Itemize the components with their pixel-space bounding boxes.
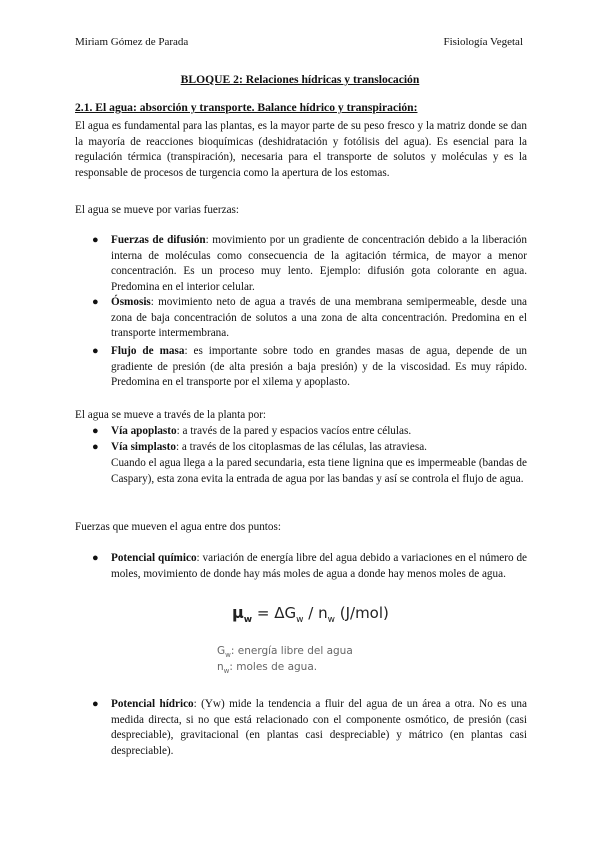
term: Fuerzas de difusión [111,234,206,246]
legend-symbol: G [217,645,226,657]
formula-eq: = ΔG [252,604,297,622]
definition: : (Yw) mide la tendencia a fluir del agua de un área a otra. No es una medida directa, si no que está relacionado con el componente osmótico, de presión (casi despreciable), gravitacional (en plantas casi despreciable) y mátrico (en plantas casi despreciable). [111,698,527,757]
formula-legend-n [217,661,317,675]
term: Flujo de masa [111,345,185,357]
bullet-icon: ● [92,345,99,357]
definition: : movimiento neto de agua a través de una membrana semipermeable, desde una zona de baja concentración de solutos a una zona de alta concentración. Predomina en el transporte intermembrana. [111,296,527,339]
header-subject: Fisiología Vegetal [443,36,523,48]
chemical-potential-formula [232,603,389,625]
definition: : es importante sobre todo en grandes masas de agua, depende de un gradiente de presión (de alta presión a baja presión) y de la viscosidad. Es muy rápido. Predomina en el transporte por el xilema y apoplasto. [111,345,528,388]
formula-mu: μ [232,603,244,622]
list-item-osmosis [111,295,527,342]
term: Vía apoplasto [111,425,177,437]
document-title: BLOQUE 2: Relaciones hídricas y translocación [180,73,420,86]
term: Potencial químico [111,552,197,564]
term: Ósmosis [111,296,151,308]
definition: : a través de la pared y espacios vacíos entre células. [176,425,412,437]
legend-sub: w [223,667,230,676]
formula-n-sub: w [327,615,335,625]
term: Potencial hídrico [111,698,194,710]
bullet-icon: ● [92,698,99,710]
potential-intro: Fuerzas que mueven el agua entre dos puntos: [75,521,281,533]
formula-mu-sub: w [243,615,253,625]
legend-sub: w [225,651,231,660]
bullet-icon: ● [92,234,99,246]
legend-text: : moles de agua. [229,661,318,673]
bullet-icon: ● [92,552,99,564]
list-item-apoplasto [111,424,527,440]
intro-paragraph: El agua es fundamental para las plantas, es la mayor parte de su peso fresco y la matriz donde se dan la mayoría de reacciones bioquímicas (deshidratación y fotólisis del agua). Es esencial para la regulación térmica (transpiración), necesaria para el transporte de solutos y moléculas y es la responsable de procesos de turgencia como la apertura de los estomas. [75,120,527,179]
list-item-potencial-quimico [111,551,527,582]
definition: : variación de energía libre del agua debido a variaciones en el número de moles, movimiento de donde hay más moles de agua a donde hay menos moles de agua. [111,552,528,580]
routes-intro: El agua se mueve a través de la planta por: [75,409,267,421]
term: Vía simplasto [111,441,176,453]
list-item-difusion [111,233,527,295]
section-title: 2.1. El agua: absorción y transporte. Balance hídrico y transpiración: [75,101,418,114]
list-item-potencial-hidrico [111,697,527,759]
list-item-flujo-masa [111,344,527,391]
formula-slash: / n [303,604,328,622]
bullet-icon: ● [92,296,99,308]
definition: : movimiento por un gradiente de concentración debido a la liberación interna de moléculas como consecuencia de la agitación térmica, de mayor a menor concentración. Es un proceso muy lento. Ejemplo: difusión gota colorante en agua. Predomina en el interior celular. [111,234,527,293]
bullet-icon: ● [92,441,99,453]
definition: : a través de los citoplasmas de las células, las atraviesa. [175,441,427,453]
formula-legend-g [217,645,353,659]
formula-unit: (J/mol) [334,604,389,622]
header-author: Miriam Gómez de Parada [75,36,189,48]
list-item-simplasto [111,440,527,456]
bullet-icon: ● [92,425,99,437]
legend-symbol: n [217,661,224,673]
forces-intro: El agua se mueve por varias fuerzas: [75,204,240,216]
casparian-note: Cuando el agua llega a la pared secundaria, esta tiene lignina que es impermeable (bandas de Caspary), esta zona evita la entrada de agua por las bandas y así se controla el flujo de agua. [111,457,527,485]
formula-g-sub: w [296,615,304,625]
legend-text: : energía libre del agua [230,645,353,657]
